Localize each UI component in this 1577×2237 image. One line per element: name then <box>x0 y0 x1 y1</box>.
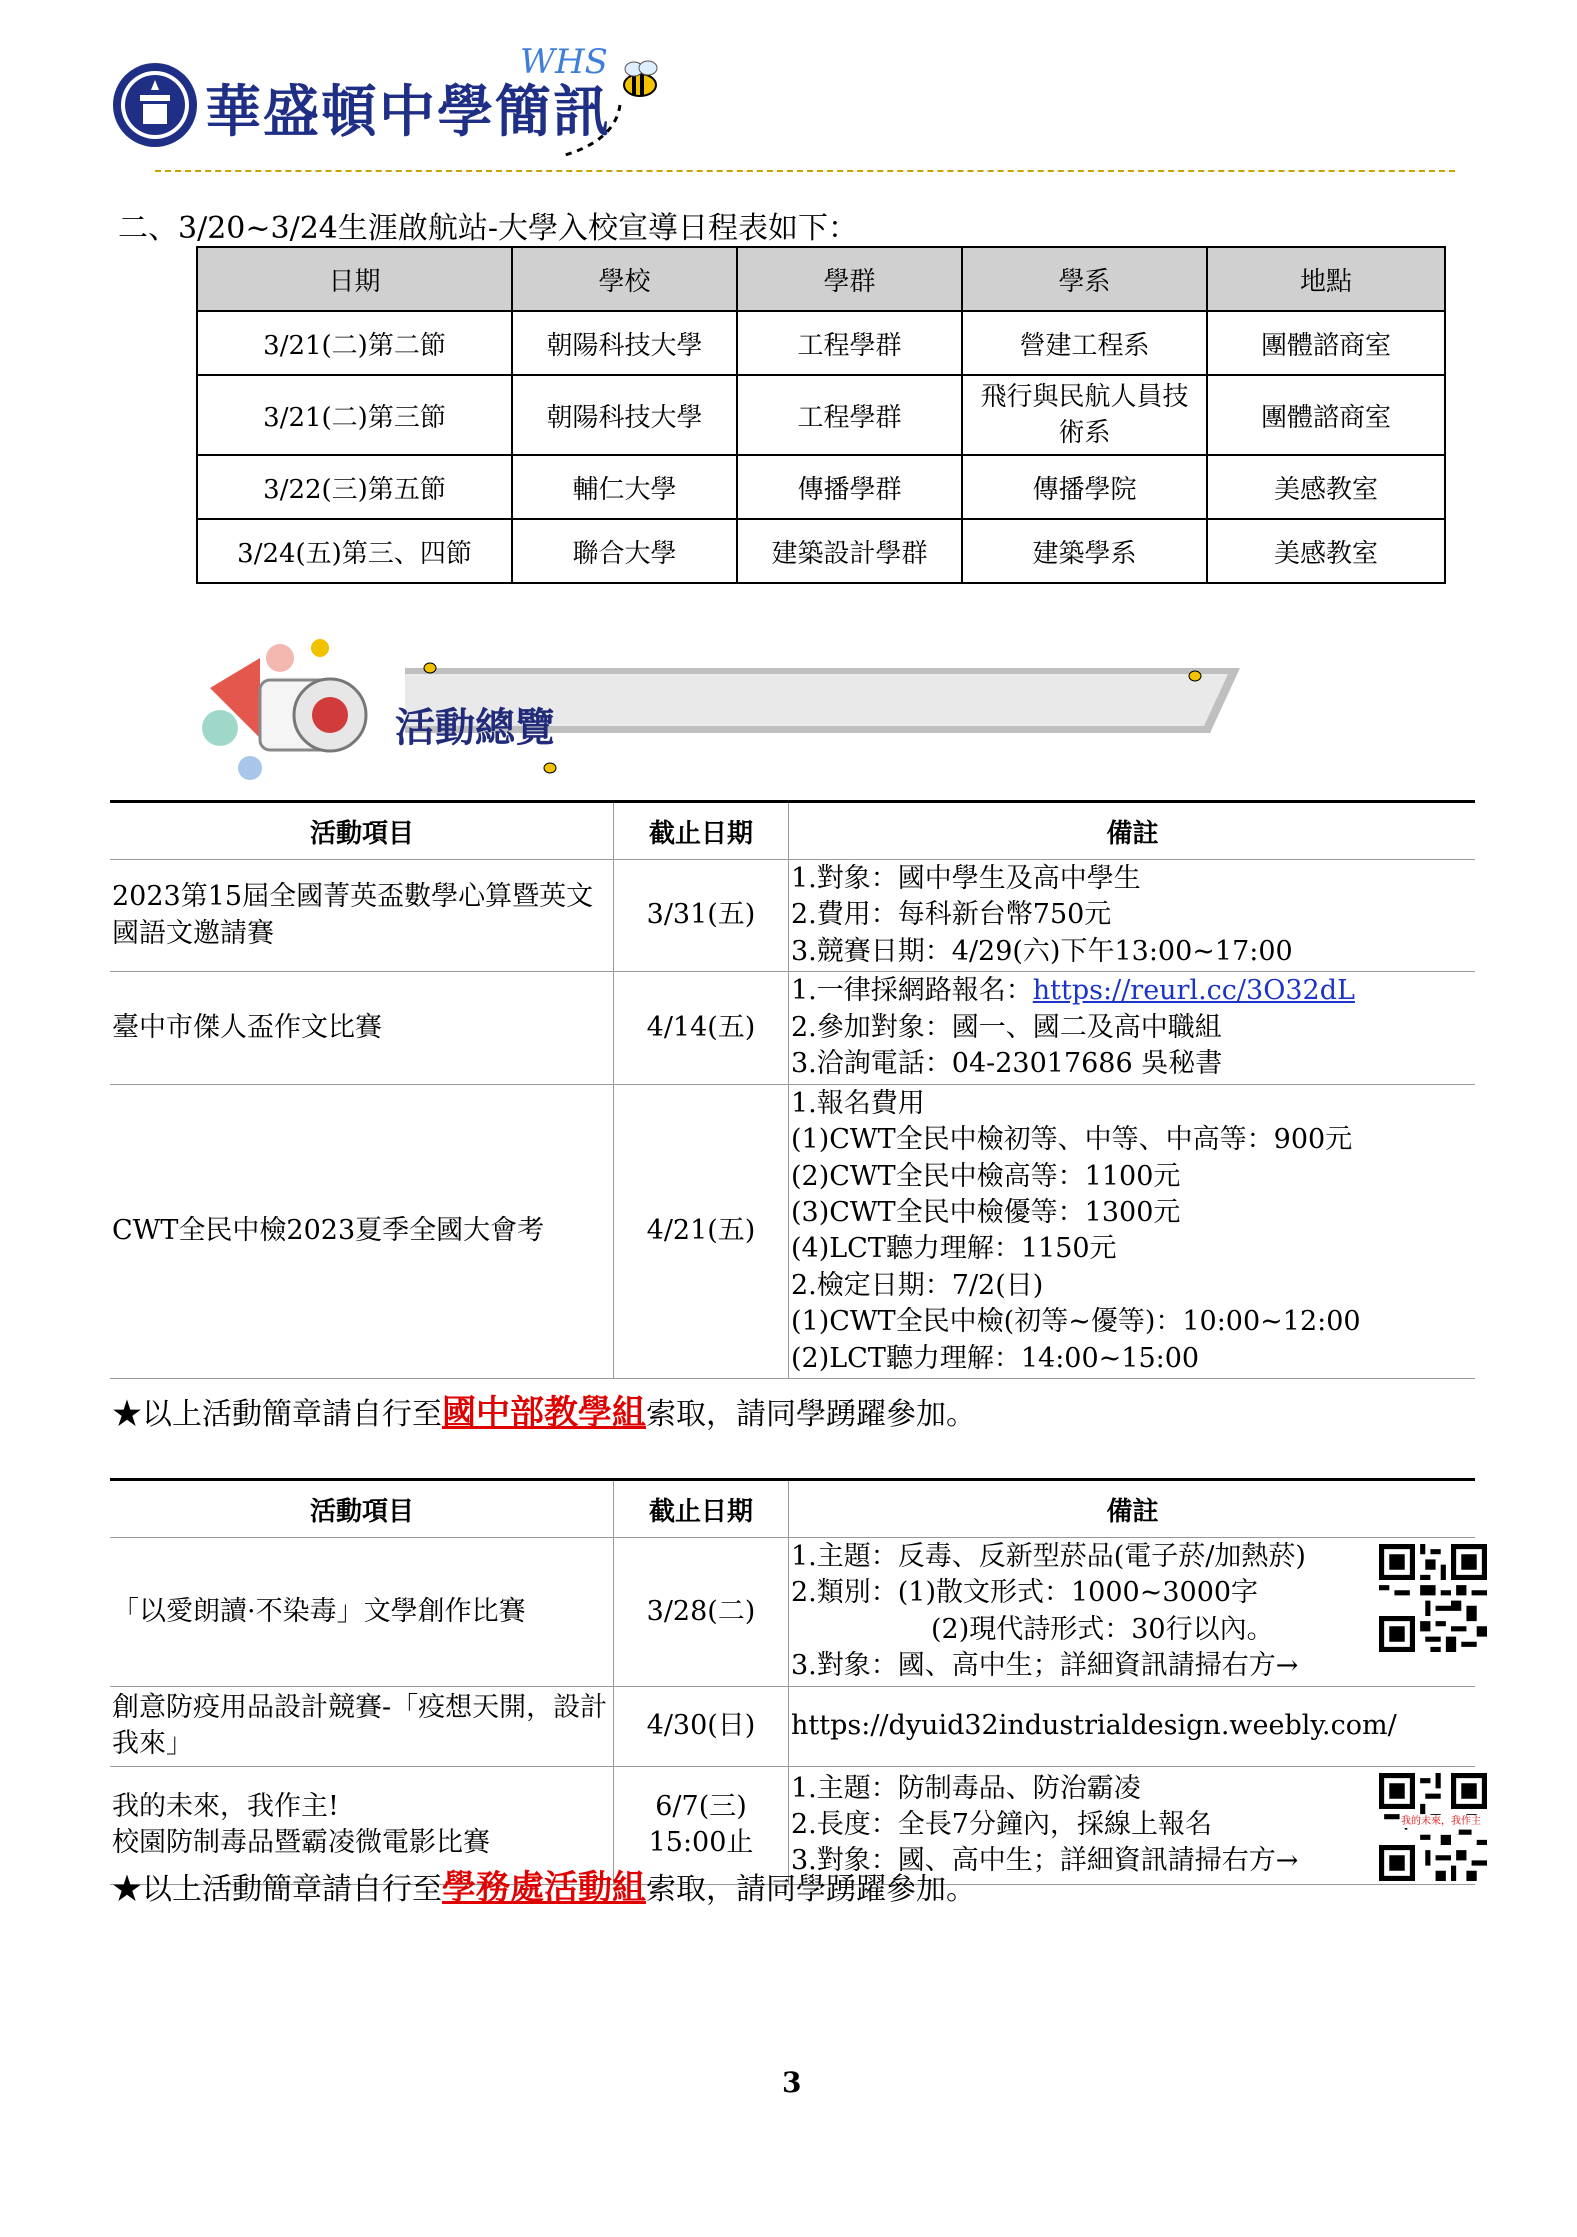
activities-note-student-affairs <box>112 1860 976 1909</box>
column-header: 地點 <box>1207 247 1445 311</box>
activity-name-line: 校園防制毒品暨霸凌微電影比賽 <box>112 1827 490 1859</box>
note-line: (1)CWT全民中檢初等、中等、中高等：900元 <box>791 1124 1353 1156</box>
school-seal-logo <box>110 60 200 150</box>
table-cell: 聯合大學 <box>512 519 737 583</box>
note-line: 1.對象：國中學生及高中學生 <box>791 863 1141 894</box>
table-row <box>110 1538 1475 1687</box>
table-cell: 美感教室 <box>1207 455 1445 519</box>
note-highlight: 學務處活動組 <box>442 1868 646 1908</box>
page-number: 3 <box>782 2066 802 2099</box>
activities-table-junior <box>110 800 1475 1379</box>
bee-icon <box>610 55 670 105</box>
column-header: 活動項目 <box>110 802 614 860</box>
note-line: 2.類別：(1)散文形式：1000~3000字 <box>791 1577 1259 1609</box>
note-line: (1)CWT全民中檢(初等~優等)：10:00~12:00 <box>791 1306 1361 1338</box>
activity-name: 2023第15屆全國菁英盃數學心算暨英文國語文邀請賽 <box>110 860 614 972</box>
activity-name: 臺中市傑人盃作文比賽 <box>110 972 614 1084</box>
note-suffix: 索取，請同學踴躍參加。 <box>646 1872 976 1907</box>
note-line: 3.對象：國、高中生；詳細資訊請掃右方→ <box>791 1845 1299 1877</box>
table-cell: 朝陽科技大學 <box>512 311 737 375</box>
table-row <box>110 860 1475 972</box>
table-cell: 美感教室 <box>1207 519 1445 583</box>
activity-deadline: 4/14(五) <box>614 972 789 1084</box>
newsletter-title: 華盛頓中學簡訊 <box>205 80 611 145</box>
table-cell: 工程學群 <box>737 375 962 455</box>
note-line: (2)LCT聽力理解：14:00~15:00 <box>791 1342 1200 1374</box>
activity-notes <box>789 1084 1476 1379</box>
note-line: (3)CWT全民中檢優等：1300元 <box>791 1196 1181 1228</box>
table-row <box>197 519 1445 583</box>
note-line: 2.長度：全長7分鐘內，採線上報名 <box>791 1809 1212 1841</box>
university-schedule-table <box>196 246 1446 584</box>
note-line: 1.主題：反毒、反新型菸品(電子菸/加熱菸) <box>791 1541 1306 1572</box>
activity-notes <box>789 1686 1476 1766</box>
activity-notes <box>789 1538 1476 1687</box>
table-cell: 團體諮商室 <box>1207 311 1445 375</box>
column-header: 日期 <box>197 247 512 311</box>
dotted-flight-path <box>560 100 630 160</box>
banner-title: 活動總覽 <box>395 705 555 751</box>
table-cell: 飛行與民航人員技術系 <box>962 375 1207 455</box>
note-line: (2)現代詩形式：30行以內。 <box>931 1613 1274 1645</box>
table-header-row <box>110 1480 1475 1538</box>
column-header: 備註 <box>789 802 1476 860</box>
qr-caption: 我的未來，我作主 <box>1401 1815 1481 1827</box>
table-cell: 傳播學院 <box>962 455 1207 519</box>
activity-name-line: 我的未來，我作主! <box>112 1790 339 1822</box>
table-header-row <box>197 247 1445 311</box>
table-cell: 3/24(五)第三、四節 <box>197 519 512 583</box>
note-line: 2.檢定日期：7/2(日) <box>791 1269 1044 1301</box>
table-cell: 工程學群 <box>737 311 962 375</box>
note-line: 1.主題：防制毒品、防治霸凌 <box>791 1772 1141 1804</box>
table-row <box>197 311 1445 375</box>
note-highlight: 國中部教學組 <box>442 1393 646 1433</box>
contest-url[interactable]: https://dyuid32industrialdesign.weebly.com/ <box>791 1710 1397 1742</box>
note-line: (4)LCT聽力理解：1150元 <box>791 1233 1117 1265</box>
note-line: (2)CWT全民中檢高等：1100元 <box>791 1160 1181 1192</box>
table-row <box>110 972 1475 1084</box>
note-line: 2.費用：每科新台幣750元 <box>791 899 1112 931</box>
section-title: 二、3/20~3/24生涯啟航站-大學入校宣導日程表如下： <box>118 211 859 246</box>
table-cell: 3/21(二)第三節 <box>197 375 512 455</box>
note-line: 3.對象：國、高中生；詳細資訊請掃右方→ <box>791 1650 1299 1682</box>
table-row <box>197 455 1445 519</box>
activity-name: 「以愛朗讀·不染毒」文學創作比賽 <box>110 1538 614 1687</box>
column-header: 備註 <box>789 1480 1476 1538</box>
activity-notes <box>789 972 1476 1084</box>
activity-notes <box>789 860 1476 972</box>
note-line: 2.參加對象：國一、國二及高中職組 <box>791 1011 1222 1043</box>
note-suffix: 索取，請同學踴躍參加。 <box>646 1397 976 1432</box>
table-cell: 3/22(三)第五節 <box>197 455 512 519</box>
table-row <box>197 375 1445 455</box>
activities-table-student-affairs <box>110 1478 1481 1885</box>
column-header: 截止日期 <box>614 1480 789 1538</box>
deadline-time: 15:00止 <box>648 1827 754 1859</box>
activity-overview-banner <box>180 618 1240 793</box>
activity-deadline: 4/30(日) <box>614 1686 789 1766</box>
deadline-date: 6/7(三) <box>655 1790 747 1822</box>
activities-note-junior <box>112 1385 976 1434</box>
column-header: 活動項目 <box>110 1480 614 1538</box>
column-header: 學系 <box>962 247 1207 311</box>
table-cell: 傳播學群 <box>737 455 962 519</box>
header-divider <box>155 170 1455 172</box>
note-prefix: ★以上活動簡章請自行至 <box>112 1397 442 1432</box>
registration-link[interactable]: https://reurl.cc/3O32dL <box>1032 975 1355 1007</box>
note-line: 3.洽詢電話：04-23017686 吳秘書 <box>791 1048 1223 1080</box>
column-header: 學群 <box>737 247 962 311</box>
note-prefix: ★以上活動簡章請自行至 <box>112 1872 442 1907</box>
column-header: 截止日期 <box>614 802 789 860</box>
note-line <box>791 973 1474 1009</box>
table-row <box>110 1084 1475 1379</box>
note-line: 3.競賽日期：4/29(六)下午13:00~17:00 <box>791 935 1293 967</box>
table-cell: 輔仁大學 <box>512 455 737 519</box>
table-cell: 朝陽科技大學 <box>512 375 737 455</box>
activity-deadline: 3/31(五) <box>614 860 789 972</box>
activity-deadline: 3/28(二) <box>614 1538 789 1687</box>
whs-tag: WHS <box>520 42 608 82</box>
note-line: 1.報名費用 <box>791 1087 925 1119</box>
activity-deadline: 4/21(五) <box>614 1084 789 1379</box>
table-cell: 3/21(二)第二節 <box>197 311 512 375</box>
qr-code-icon[interactable] <box>1379 1544 1487 1652</box>
table-cell: 建築學系 <box>962 519 1207 583</box>
table-cell: 營建工程系 <box>962 311 1207 375</box>
note-text: 1.一律採網路報名： <box>791 975 1033 1007</box>
table-cell: 建築設計學群 <box>737 519 962 583</box>
column-header: 學校 <box>512 247 737 311</box>
table-cell: 團體諮商室 <box>1207 375 1445 455</box>
table-header-row <box>110 802 1475 860</box>
activity-name: CWT全民中檢2023夏季全國大會考 <box>110 1084 614 1379</box>
activity-name: 創意防疫用品設計競賽-「疫想天開，設計我來」 <box>110 1686 614 1766</box>
table-row <box>110 1686 1475 1766</box>
